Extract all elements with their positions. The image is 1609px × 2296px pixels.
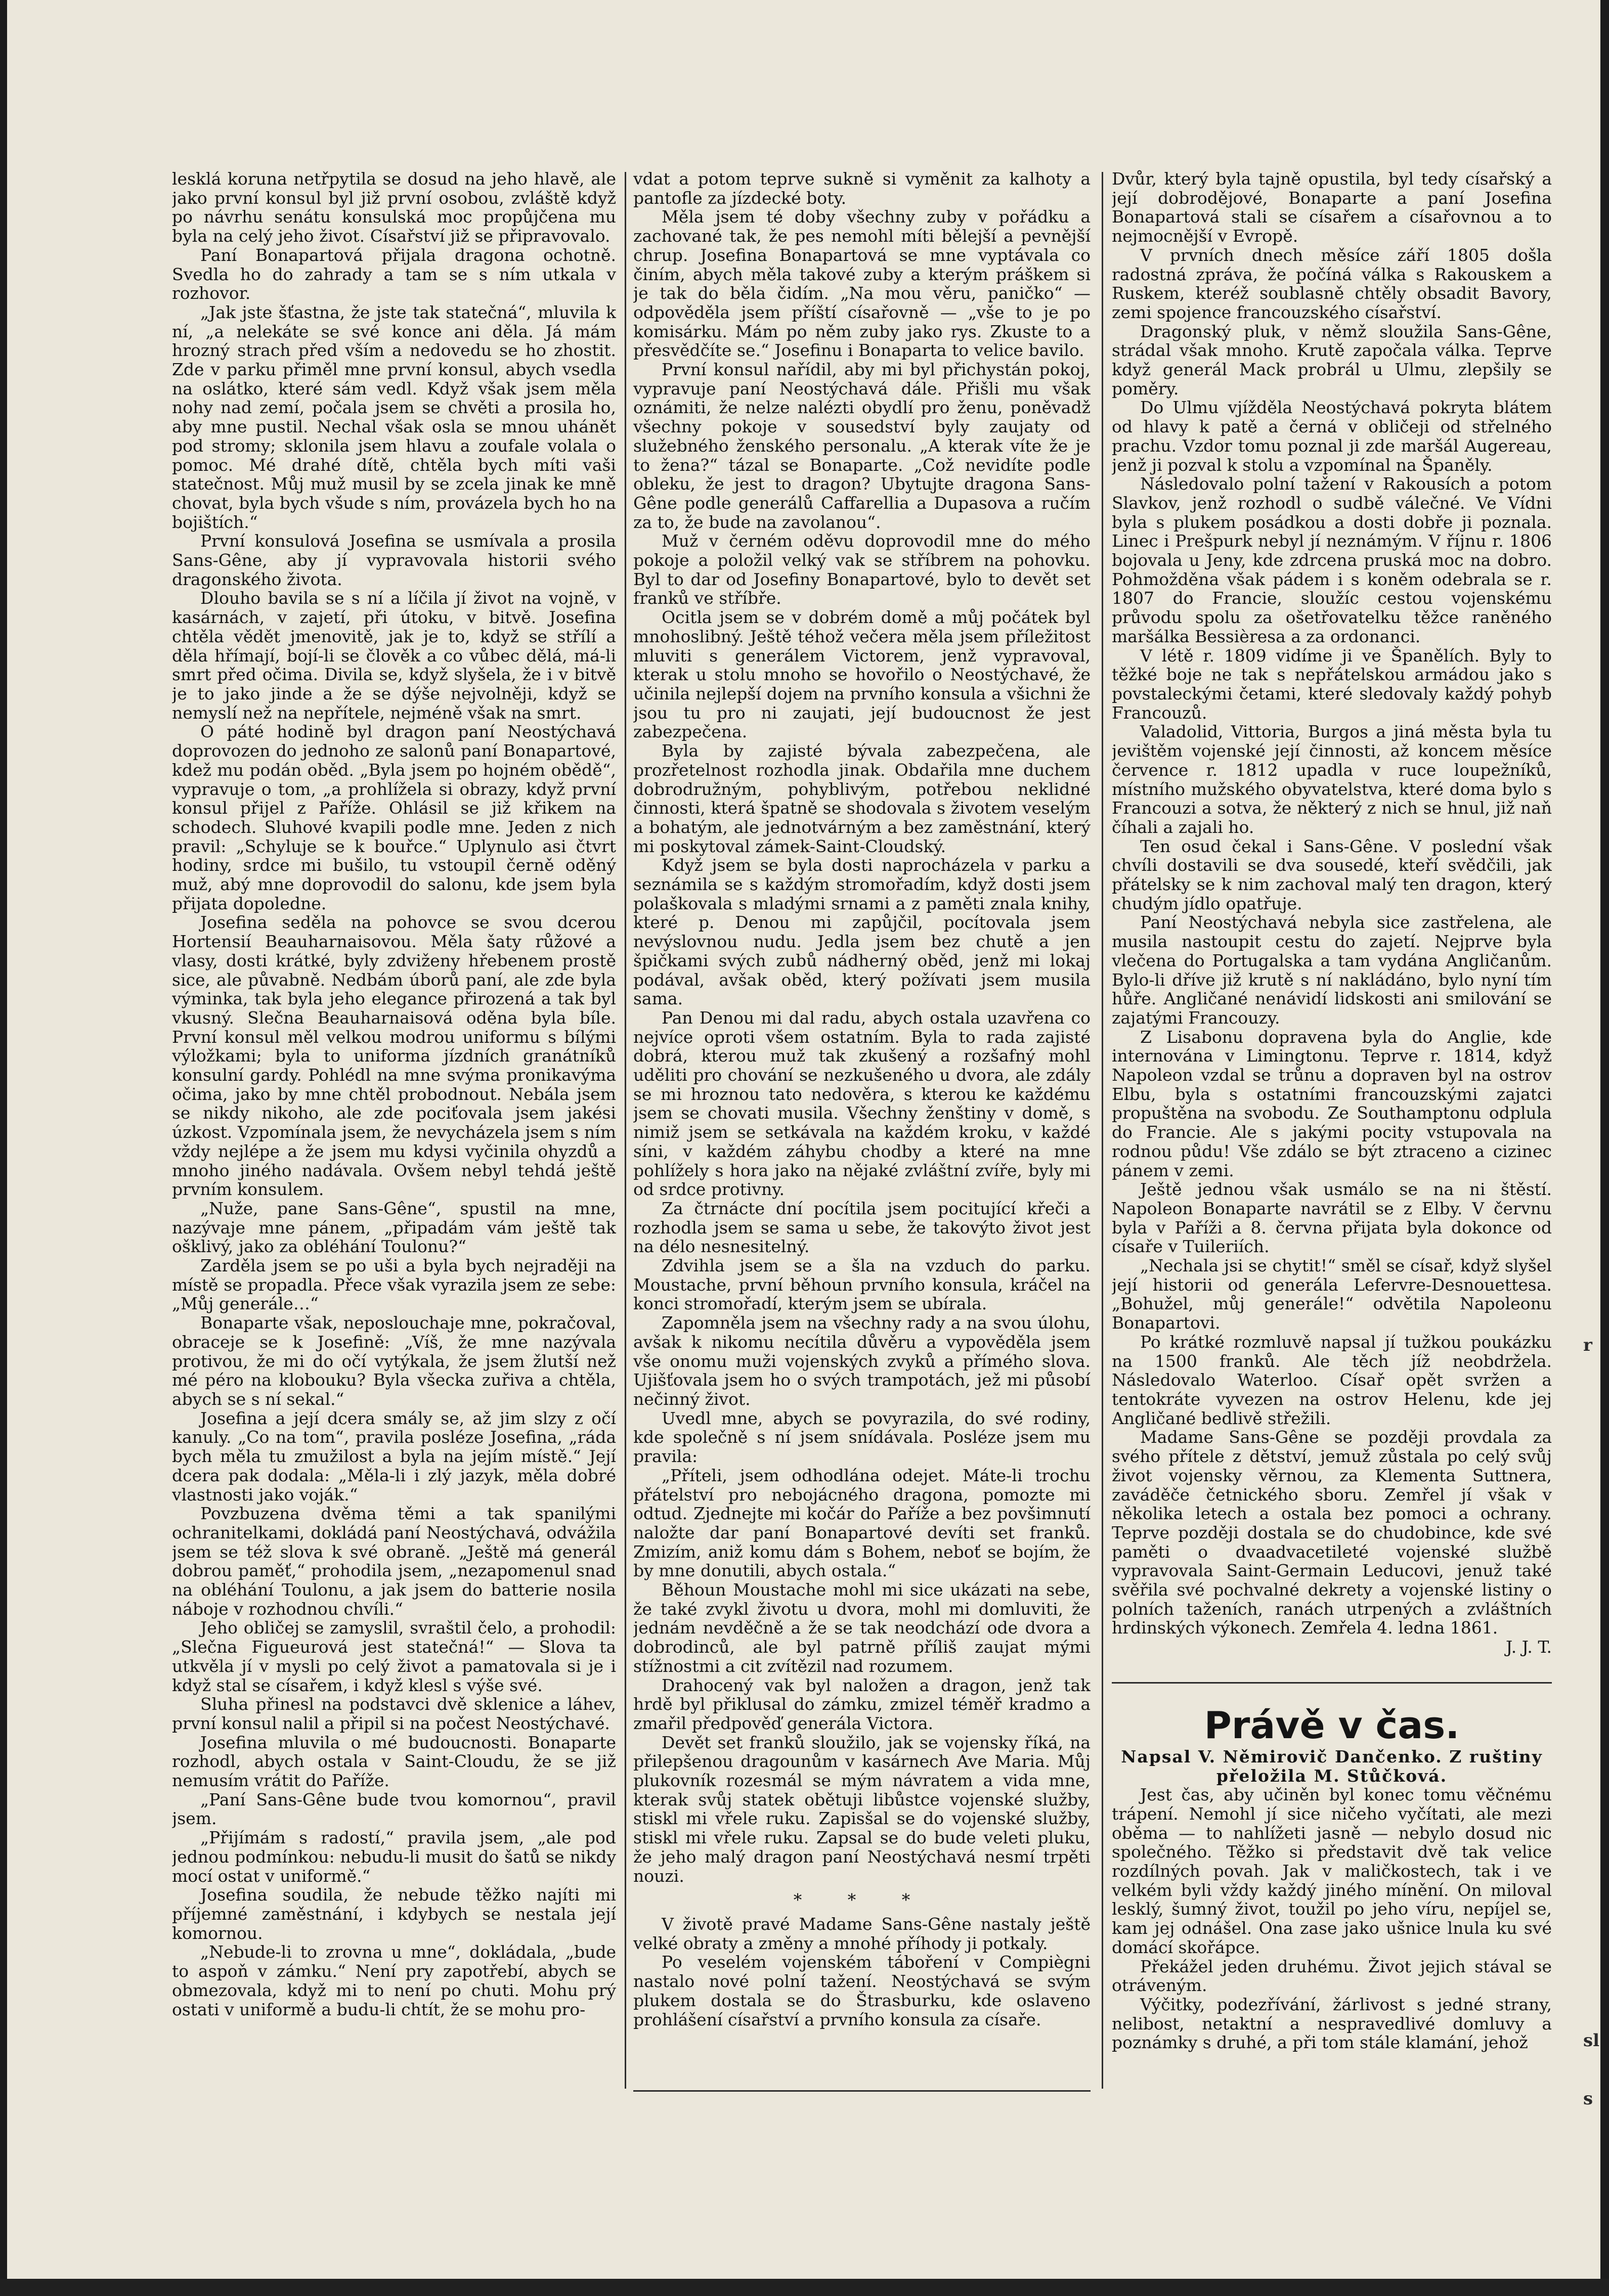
paragraph: Byla by zajisté bývala zabezpečena, ale prozřetelnost rozhodla jinak. Obdařila mne duchem dobrodružným, pohyblivým, potřebou neklidné činnosti, která špatně se shodovala s životem veselým a bohatým, ale jednotvárným a bez zaměstnání, který mi poskytoval zámek-Saint-Cloudský. xyxy=(633,741,1091,856)
article-signature: J. J. T. xyxy=(1506,1637,1552,1657)
paragraph: Jest čas, aby učiněn byl konec tomu věčnému trápení. Nemohl jí sice ničeho vyčítati, ale mezi oběma — to nahlížeti jasně — nebylo dosud nic společného. Těžko si představit dvě tak velice rozdílných povah. Jak v maličkostech, tak i ve velkém byli vždy každý jiného mínění. On miloval lesklý, šumný život, toužil po jeho víru, nepíjel se, kam jej odnášel. Ona zase jako ušnice lnula ku své domácí skořápce. xyxy=(1112,1785,1552,1957)
column-rule-left xyxy=(625,172,626,2089)
paragraph: Běhoun Moustache mohl mi sice ukázati na sebe, že také zvykl životu u dvora, mohl mi domluviti, že jednám nevděčně a že se tak neodchází ode dvora a dobrodinců, ale byl patrně příliš zaujat mými stížnostmi a cit zvítězil nad rozumem. xyxy=(633,1580,1091,1676)
paragraph: V prvních dnech měsíce září 1805 došla radostná zpráva, že počíná válka s Rakouskem a Ruskem, kteréž soublasně chtěly obsadit Bavory, zemi spojence francouzského císařství. xyxy=(1112,245,1552,322)
paragraph: Z Lisabonu dopravena byla do Anglie, kde internována v Limingtonu. Teprve r. 1814, když Napoleon vzdal se trůnu a dopraven byl na ostrov Elbu, byla s ostatními francouzskými zajatci propuštěna na svobodu. Ze Southamptonu odplula do Francie. Ale s jakými pocity vstupovala na rodnou půdu! Vše zdálo se být ztraceno a cizinec pánem v zemi. xyxy=(1112,1027,1552,1180)
edge-fragment: r xyxy=(1583,1335,1592,1355)
paragraph: O páté hodině byl dragon paní Neostýchavá doprovozen do jednoho ze salonů paní Bonapartové, kdež mu podán oběd. „Byla jsem po hojném obědě“, vypravuje o tom, „a prohlížela si obrazy, když první konsul přijel z Paříže. Ohlásil se již křikem na schodech. Sluhové kvapili podle mne. Jeden z nich pravil: „Schyluje se k bouřce.“ Uplynulo asi čtvrt hodiny, srdce mi bušilo, tu vstoupil černě oděný muž, abý mne doprovodil do salonu, kde jsem byla přijata dopoledne. xyxy=(172,722,616,913)
paragraph: Ještě jednou však usmálo se na ni štěstí. Napoleon Bonaparte navrátil se z Elby. V červnu byla v Paříži a 8. června přijata byla dokonce od císaře v Tuileriích. xyxy=(1112,1179,1552,1257)
paragraph: Ocitla jsem se v dobrém domě a můj počátek byl mnohoslibný. Ještě téhož večera měla jsem příležitost mluviti s generálem Victorem, jenž vypravoval, kterak u stolu mnoho se hovořilo o Neostýchavé, že učinila nejlepší dojem na prvního konsula a všichni že jsou tu pro ni zaujati, její budoucnost že jest zabezpečena. xyxy=(633,607,1091,742)
column-rule-right xyxy=(1102,172,1103,2089)
paragraph: Valadolid, Vittoria, Burgos a jiná města byla tu jevištěm vojenské její činnosti, až koncem měsíce července r. 1812 upadla v ruce loupežníků, místního mužského obyvatelstva, které doma bylo s Francouzi a sotva, že některý z nich se hnul, již naň číhali a zajali ho. xyxy=(1112,722,1552,837)
paragraph: Pan Denou mi dal radu, abych ostala uzavřena co nejvíce oproti všem ostatním. Byla to rada zajisté dobrá, kterou muž tak zkušený a rozšafný mohl uděliti pro chování se nezkušeného u dvora, ale zdály se mi hroznou tato nedověra, s kterou ke každému jsem se chovati musila. Všechny ženštiny v domě, s nimiž jsem se setkávala na každém kroku, v každé síni, v každém záhybu chodby a které na mne pohlížely s hora jako na nějaké zvláštní zvíře, byly mi od srdce protivny. xyxy=(633,1007,1091,1200)
paragraph: První konsulová Josefina se usmívala a prosila Sans-Gêne, aby jí vypravovala historii svého dragonského života. xyxy=(172,531,616,589)
edge-fragment: sl xyxy=(1583,2030,1600,2051)
edge-fragment: s xyxy=(1583,2089,1593,2109)
paragraph: Devět set franků sloužilo, jak se vojensky říká, na přilepšenou dragounům v kasárnech Ave Maria. Můj plukovník rozesmál se mým návratem a vida mne, kterak svůj statek obětuji libůstce vojenské služby, stiskl mi vřele ruku. Zapisšal se do vojenské služby, stiskl mi vřele ruku. Zapsal se do bude veleti pluku, že jeho malý dragon paní Neostýchavá nesmí trpěti nouzi. xyxy=(633,1732,1091,1886)
paragraph: Po veselém vojenském táboření v Compiègni nastalo nové polní tažení. Neostýchavá se svým plukem dostala se do Štrasburku, kde oslaveno prohlášení císařství a prvního konsula za císaře. xyxy=(633,1952,1091,2029)
paragraph: Paní Bonapartová přijala dragona ochotně. Svedla ho do zahrady a tam se s ním utkala v rozhovor. xyxy=(172,245,616,303)
paragraph: Uvedl mne, abych se povyrazila, do své rodiny, kde společně s ní jsem snídávala. Posléze jsem mu pravila: xyxy=(633,1408,1091,1467)
scan-border-left xyxy=(0,0,7,2296)
paragraph: Povzbuzena dvěma těmi a tak spanilými ochranitelkami, dokládá paní Neostýchavá, odvážila jsem se též slova k své obraně. „Ještě má generál dobrou paměť,“ prohodila jsem, „nezapomenul snad na obléhání Toulonu, a jak jsem do batterie nosila náboje v rozhodnou chvíli.“ xyxy=(172,1504,616,1619)
paragraph: V životě pravé Madame Sans-Gêne nastaly ještě velké obraty a změny a mnohé příhody ji potkaly. xyxy=(633,1914,1091,1953)
paragraph: Zapomněla jsem na všechny rady a na svou úlohu, avšak k nikomu necítila důvěru a vypověděla jsem vše onomu muži vojenských zvyků a přímého slova. Ujišťovala jsem ho o svých trampotách, jež mi působí nečinný život. xyxy=(633,1313,1091,1409)
paragraph: lesklá koruna netřpytila se dosud na jeho hlavě, ale jako první konsul byl již první osobou, zvláště když po návrhu senátu konsulská moc propůjčena mu byla na celý jeho život. Císařství již se připravovalo. xyxy=(172,169,616,246)
paragraph: Josefina seděla na pohovce se svou dcerou Hortensií Beauharnaisovou. Měla šaty růžové a vlasy, dosti krátké, byly zdviženy hřebenem prostě sice, ale půvabně. Nedbám úborů paní, ale zde byla výminka, tak byla jeho elegance přirozená a tak byl vkusný. Slečna Beauharnaisová oděna byla bíle. První konsul měl velkou modrou uniformu s bílými výložkami; byla to uniforma jízdních granátníků konsulní gardy. Pohlédl na mne svýma pronikavýma očima, jako by mne chtěl probodnout. Nebála jsem se nikdy nikoho, ale zde pociťovala jsem jakési úzkost. Vzpomínala jsem, že nevycházela jsem s ním vždy nejlépe a že jsem mu kdysi vyčinila ohyzdů a mnoho jiného nadávala. Ovšem nebyl tehdá ještě prvním konsulem. xyxy=(172,912,616,1200)
paragraph: Ten osud čekal i Sans-Gêne. V poslední však chvíli dostavili se dva sousedé, kteří svědčili, jak přátelsky se k nim zachoval malý ten dragon, který chudým jídlo opatřuje. xyxy=(1112,836,1552,913)
paragraph: Výčitky, podezřívání, žárlivost s jedné strany, nelibost, netaktní a nespravedlivé domluvy a poznámky s druhé, a při tom stále klamání, jehož xyxy=(1112,1994,1552,2053)
paragraph: Drahocený vak byl naložen a dragon, jenž tak hrdě byl přiklusal do zámku, zmizel téměř kradmo a zmařil předpověď generála Victora. xyxy=(633,1675,1091,1733)
paragraph: Josefina mluvila o mé budoucnosti. Bonaparte rozhodl, abych ostala v Saint-Cloudu, že se již nemusím vrátit do Paříže. xyxy=(172,1732,616,1791)
paragraph: Do Ulmu vjížděla Neostýchavá pokryta blátem od hlavy k patě a černá v obličeji od střelného prachu. Vzdor tomu poznal ji zde maršál Augereau, jenž ji pozval k stolu a vzpomínal na Španěly. xyxy=(1112,398,1552,475)
paragraph: První konsul nařídil, aby mi byl přichystán pokoj, vypravuje paní Neostýchavá dále. Přišli mu však oznámiti, že nelze nalézti obydlí pro ženu, poněvadž všechny pokoje v sousedství byly zaujaty od služebného ženského personalu. „A kterak víte že je to žena?“ tázal se Bonaparte. „Což nevidíte podle obleku, že jest to dragon? Ubytujte dragona Sans-Gêne podle generálů Caffarellia a Dupasova a ručím za to, že bude na zavolanou“. xyxy=(633,360,1091,532)
paragraph: vdat a potom teprve sukně si vyměnit za kalhoty a pantofle za jízdecké boty. xyxy=(633,169,1091,208)
paragraph: „Nechala jsi se chytit!“ směl se císař, když slyšel její historii od generála Lefervre-Desnouettesa. „Bohužel, můj generále!“ odvětila Napoleonu Bonapartovi. xyxy=(1112,1256,1552,1333)
paragraph: Bonaparte však, neposlouchaje mne, pokračoval, obraceje se k Josefině: „Víš, že mne nazývala protivou, že mi do očí vytýkala, že jsem žlutší než mé péro na klobouku? Byla všecka zuřiva a chtěla, abych se s ní sekal.“ xyxy=(172,1313,616,1409)
paragraph: „Jak jste šťastna, že jste tak statečná“, mluvila k ní, „a nelekáte se své konce ani děla. Já mám hrozný strach před vším a nedovedu se ho zhostit. Zde v parku přiměl mne první konsul, abych vsedla na oslátko, které sám vedl. Když však jsem měla nohy nad zemí, počala jsem se chvěti a prosila ho, aby mne pustil. Nechal však osla se mnou uhánět pod stromy; sklonila jsem hlavu a zoufale volala o pomoc. Mé drahé dítě, chtěla bych míti vaši statečnost. Můj muž musil by se zcela jinak ke mně chovat, byla bych všude s ním, provázela bych ho na bojištích.“ xyxy=(172,302,616,532)
paragraph: Josefina a její dcera smály se, až jim slzy z očí kanuly. „Co na tom“, pravila posléze Josefina, „ráda bych měla tu zmužilost a byla na jejím místě.“ Její dcera pak dodala: „Měla-li i zlý jazyk, měla dobré vlastnosti jako voják.“ xyxy=(172,1408,616,1505)
paragraph: Josefina soudila, že nebude těžko najíti mi příjemné zaměstnání, i kdybych se nestala její komornou. xyxy=(172,1885,616,1943)
paragraph: Madame Sans-Gêne se později provdala za svého přítele z dětství, jemuž zůstala po celý svůj život vojensky věrnou, za Klementa Suttnera, zaváděče četnického sboru. Zemřel jí však v několika letech a ostala bez pomoci a ochrany. Teprve později dostala se do chudobince, kde své paměti o dvaadvacetileté vojenské službě vypravovala Saint-Germain Leducovi, jenuž také svěřila své pochvalné dekrety a vojenské listiny o polních taženích, ranách utrpených a zvláštních hrdinských výkonech. Zemřela 4. ledna 1861. xyxy=(1112,1427,1552,1638)
section-separator: * * * xyxy=(793,1890,931,1910)
text-column-3 xyxy=(1112,169,1552,2154)
paragraph: Po krátké rozmluvě napsal jí tužkou poukázku na 1500 franků. Ale těch jíž neobdržela. Následovalo Waterloo. Císař opět svržen a tentokráte vyvezen na ostrov Helenu, kde jej Angličané bedlivě střežili. xyxy=(1112,1332,1552,1428)
paragraph: „Příteli, jsem odhodlána odejet. Máte-li trochu přátelství pro nebojácného dragona, pomozte mi odtud. Zjednejte mi kočár do Paříže a bez povšimnutí naložte dar paní Bonapartové devíti set franků. Zmizím, aniž komu dám s Bohem, neboť se bojím, že by mne donutili, abych ostala.“ xyxy=(633,1465,1091,1581)
paragraph: Dvůr, který byla tajně opustila, byl tedy císařský a její dobrodějové, Bonaparte a paní Josefina Bonapartová stali se císařem a císařovnou a to nejmocnější v Evropě. xyxy=(1112,169,1552,246)
paragraph: „Nuže, pane Sans-Gêne“, spustil na mne, nazývaje mne pánem, „připadám vám ještě tak ošklivý, jako za obléhání Toulonu?“ xyxy=(172,1198,616,1257)
paragraph: V létě r. 1809 vidíme ji ve Španělích. Byly to těžké boje ne tak s nepřátelskou armádou jako s povstaleckými četami, které sledovaly každý pohyb Francouzů. xyxy=(1112,645,1552,723)
scan-border-right xyxy=(1600,0,1609,2296)
paragraph: „Přijímám s radostí,“ pravila jsem, „ale pod jednou podmínkou: nebudu-li musit do šatů se nikdy mocí ostat v uniformě.“ xyxy=(172,1828,616,1886)
paragraph: Překážel jeden druhému. Život jejich stával se otráveným. xyxy=(1112,1956,1552,1996)
paragraph: Měla jsem té doby všechny zuby v pořádku a zachované tak, že pes nemohl míti bělejší a pevnější chrup. Josefina Bonapartová se mne vyptávala co činím, abych měla takové zuby a kterým práškem si je tak do běla čidím. „Na mou věru, paničko“ — odpověděla jsem příští císařovně — „vše to je po komisárku. Mám po něm zuby jako rys. Zkuste to a přesvědčíte se.“ Josefinu i Bonaparta to velice bavilo. xyxy=(633,207,1091,361)
paragraph: Následovalo polní tažení v Rakousích a potom Slavkov, jenž rozhodl o sudbě válečné. Ve Vídni byla s plukem posádkou a dosti dobře ji poznala. Linec i Prešpurk nebyl jí neznámým. V říjnu r. 1806 bojovala u Jeny, kde zdrcena pruská moc na dobro. Pohmožděna však pádem i s koněm odebrala se r. 1807 do Francie, sloužíc cestou vojenskému průvodu spolu za ošetřovatelku těžce raněného maršálka Bessièresa a za ordonanci. xyxy=(1112,474,1552,646)
scan-border-bottom xyxy=(0,2279,1609,2296)
article-byline: Napsal V. Němirovič Dančenko. Z ruštiny přeložila M. Stůčková. xyxy=(1121,1746,1543,1786)
paragraph: Zarděla jsem se po uši a byla bych nejraději na místě se propadla. Přece však vyrazila jsem ze sebe: „Můj generále…“ xyxy=(172,1256,616,1314)
text-column-1 xyxy=(172,169,616,2154)
paragraph: Paní Neostýchavá nebyla sice zastřelena, ale musila nastoupit cestu do zajetí. Nejprve byla vlečena do Portugalska a tam vydána Angličanům. Bylo-li dříve již krutě s ní nakládáno, bylo nyní tím hůře. Angličané nenávidí lidskosti ani smilování se zajatými Francouzy. xyxy=(1112,912,1552,1028)
text-column-2 xyxy=(633,169,1091,2154)
paragraph: Dlouho bavila se s ní a líčila jí život na vojně, v kasárnách, v zajetí, při útoku, v bitvě. Josefina chtěla vědět jmenovitě, jak je to, když se střílí a děla hřímají, bojí-li se člověk a co vůbec dělá, má-li smrt před očima. Divila se, když slyšela, že i v bitvě je to jako jinde a že se dýše nejvolněji, když se nemyslí než na nepřítele, nejméně však na smrt. xyxy=(172,588,616,723)
paragraph: Za čtrnácte dní pocítila jsem pocitující křeči a rozhodla jsem se sama u sebe, že takovýto život jest na délo nesnesitelný. xyxy=(633,1198,1091,1257)
signature-line xyxy=(1112,1638,1552,1657)
paragraph: „Paní Sans-Gêne bude tvou komornou“, pravil jsem. xyxy=(172,1789,616,1829)
article-divider xyxy=(1112,1682,1552,1684)
article-title: Právě v čas. xyxy=(1204,1703,1460,1747)
paragraph: Zdvihla jsem se a šla na vzduch do parku. Moustache, první běhoun prvního konsula, kráčel na konci stromořadí, kterým jsem se ubírala. xyxy=(633,1256,1091,1314)
paragraph: „Nebude-li to zrovna u mne“, dokládala, „bude to aspoň v zámku.“ Není pry zapotřebí, abych se obmezovala, když mi to není po chuti. Mohu prý ostati v uniformě a budu-li chtít, že se mohu pro- xyxy=(172,1942,616,2019)
paragraph: Jeho obličej se zamyslil, svraštil čelo, a prohodil: „Slečna Figueurová jest statečná!“ — Slova ta utkvěla jí v mysli po celý život a pamatovala si je i když stal se císařem, i když klesl s výše své. xyxy=(172,1618,616,1695)
paragraph: Muž v černém oděvu doprovodil mne do mého pokoje a položil velký vak se stříbrem na pohovku. Byl to dar od Josefiny Bonapartové, bylo to devět set franků ve stříbře. xyxy=(633,531,1091,608)
paragraph: Dragonský pluk, v němž sloužila Sans-Gêne, strádal však mnoho. Krutě započala válka. Teprve když generál Mack probrál u Ulmu, zlepšily se poměry. xyxy=(1112,321,1552,399)
paragraph: Když jsem se byla dosti naprocházela v parku a seznámila se s každým stromořadím, když dosti jsem polaškovala s mladými srnami a z paměti znala knihy, které p. Denou mi zapůjčil, pocítovala jsem nevýslovnou nudu. Jedla jsem bez chutě a jen špičkami svých zubů nádherný oběd, jenž mi lokaj podával, avšak oběd, který požívati jsem musila sama. xyxy=(633,855,1091,1009)
paragraph: Sluha přinesl na podstavci dvě sklenice a láhev, první konsul nalil a připil si na počest Neostýchavé. xyxy=(172,1694,616,1733)
